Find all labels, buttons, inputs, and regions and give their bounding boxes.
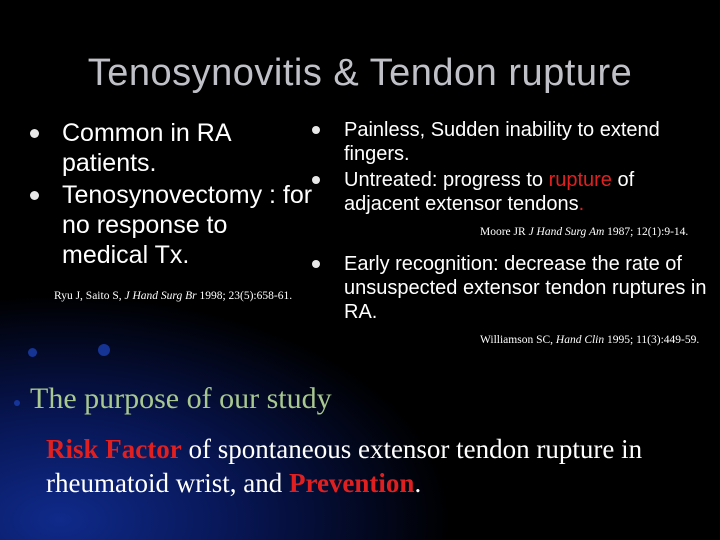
bullet-icon	[312, 260, 320, 268]
reference-citation: Williamson SC, Hand Clin 1995; 11(3):449-59.	[480, 334, 700, 346]
highlight-prevention: Prevention	[288, 468, 415, 498]
bullet-icon	[30, 129, 39, 138]
bullet-text: Early recognition: decrease the rate of unsuspected extensor tendon ruptures in RA.	[344, 253, 707, 323]
study-purpose-text: Risk Factor of spontaneous extensor tendon rupture in rheumatoid wrist, and Prevention.	[46, 434, 643, 498]
bullet-icon	[30, 191, 39, 200]
left-column	[30, 118, 320, 302]
slide-title: Tenosynovitis & Tendon rupture	[87, 52, 633, 94]
decorative-dot	[28, 348, 37, 357]
decorative-dot	[14, 400, 20, 406]
bullet-text: Tenosynovectomy : for no response to medical Tx.	[62, 181, 313, 269]
highlight-risk-factor: Risk Factor	[46, 434, 182, 464]
reference-citation: Ryu J, Saito S, J Hand Surg Br 1998; 23(5):658-61.	[54, 290, 293, 302]
highlight-rupture: rupture	[548, 169, 612, 191]
bullet-item: Untreated: progress to rupture of adjacent extensor tendons.	[312, 168, 712, 216]
bullet-icon	[312, 176, 320, 184]
bullet-item	[30, 180, 320, 270]
bullet-icon	[312, 126, 320, 134]
bullet-text: Painless, Sudden inability to extend fingers.	[344, 119, 660, 165]
bullet-text: Common in RA patients.	[62, 119, 231, 177]
bullet-item	[30, 118, 320, 178]
study-purpose-heading: The purpose of our study	[30, 382, 332, 415]
bullet-item	[312, 118, 712, 166]
decorative-dot	[98, 344, 110, 356]
right-column	[312, 118, 712, 346]
reference-citation: Moore JR J Hand Surg Am 1987; 12(1):9-14.	[480, 226, 689, 238]
bullet-item	[312, 252, 712, 324]
